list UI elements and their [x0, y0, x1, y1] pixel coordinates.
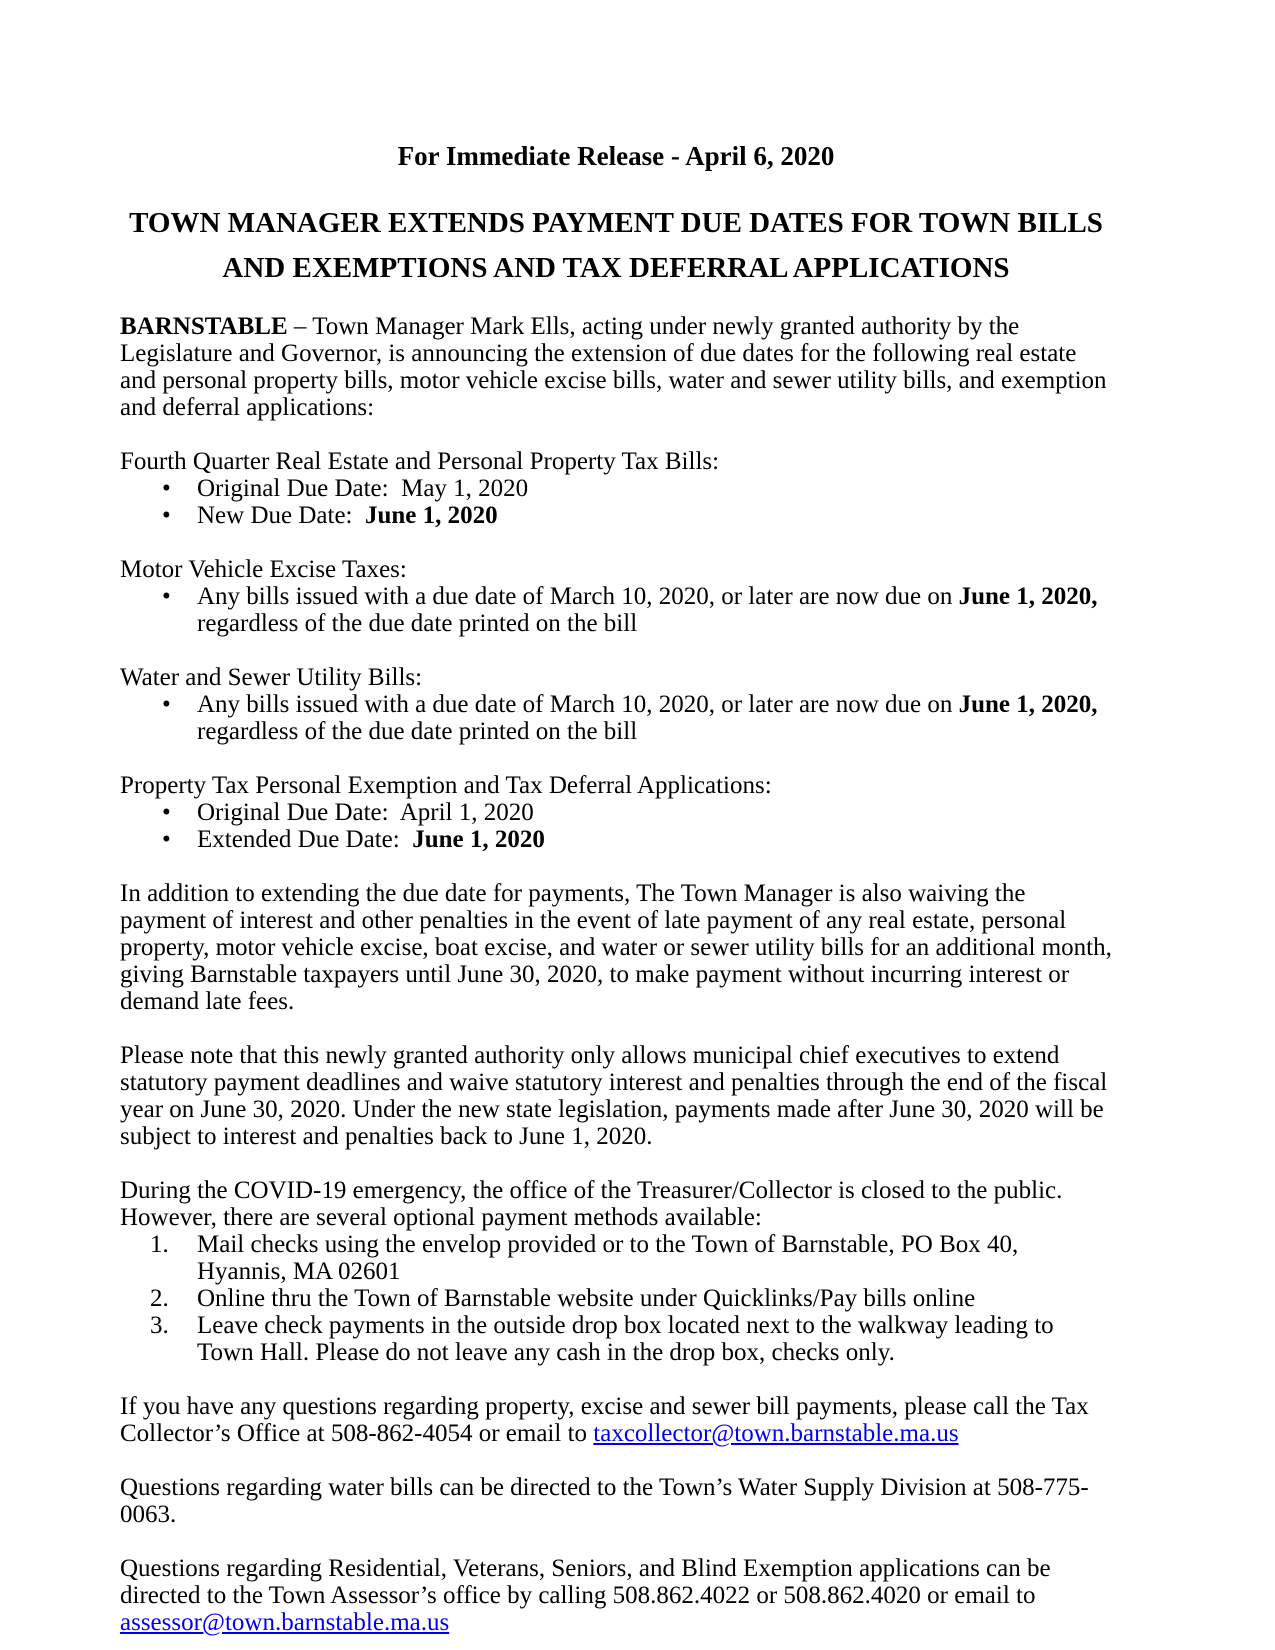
- bullet-marker: •: [162, 799, 171, 826]
- number-marker: 2.: [150, 1285, 169, 1312]
- intro-body: – Town Manager Mark Ells, acting under newly granted authority by the Legislature and Governor, is announcing the extension of due dates for the following real estate and personal property bills, motor vehicle excise bills, water and sewer utility bills, and exemption and deferral applications:: [120, 313, 1113, 421]
- item-text: Any bills issued with a due date of March 10, 2020, or later are now due on: [197, 691, 959, 718]
- list-item-text: [197, 583, 1112, 637]
- item-text: Any bills issued with a due date of March 10, 2020, or later are now due on: [197, 583, 959, 610]
- section-heading: Fourth Quarter Real Estate and Personal Property Tax Bills:: [120, 448, 720, 475]
- section-fourth-quarter: [120, 448, 1112, 529]
- bullet-list: [120, 691, 1112, 745]
- bullet-marker: •: [162, 691, 171, 718]
- item-text-bold: June 1, 2020,: [958, 583, 1098, 610]
- bullet-list: [120, 799, 1112, 853]
- item-text: Original Due Date: May 1, 2020: [197, 475, 529, 502]
- section-heading: Water and Sewer Utility Bills:: [120, 664, 423, 691]
- list-item-text: [197, 691, 1112, 745]
- number-marker: 1.: [150, 1231, 169, 1258]
- list-item-text: [197, 502, 1112, 529]
- bullet-list: [120, 583, 1112, 637]
- list-item: [120, 1285, 1112, 1312]
- bullet-marker: •: [162, 826, 171, 853]
- item-text-bold: June 1, 2020: [365, 502, 498, 529]
- item-text-bold: June 1, 2020,: [958, 691, 1098, 718]
- bullet-marker: •: [162, 475, 171, 502]
- list-item-text: Leave check payments in the outside drop box located next to the walkway leading to Town Hall. Please do not leave any cash in the drop box, checks only.: [197, 1312, 1060, 1366]
- assessor-contact-paragraph: [120, 1555, 1112, 1636]
- authority-note-paragraph: Please note that this newly granted authority only allows municipal chief executives to extend statutory payment deadlines and waive statutory interest and penalties through the end of the fiscal year on June 30, 2020. Under the new state legislation, payments made after June 30, 2020 will be subject to interest and penalties back to June 1, 2020.: [120, 1042, 1114, 1150]
- tax-collector-contact-paragraph: [120, 1393, 1112, 1447]
- item-text: Extended Due Date:: [197, 826, 413, 853]
- assessor-contact-text: Questions regarding Residential, Veterans, Seniors, and Blind Exemption applications can be directed to the Town Assessor’s office by calling 508.862.4022 or 508.862.4020 or email to: [120, 1555, 1057, 1609]
- document-title: [120, 201, 1112, 291]
- list-item: [120, 475, 1112, 502]
- list-item: [120, 826, 1112, 853]
- list-item-text: Mail checks using the envelop provided or to the Town of Barnstable, PO Box 40, Hyannis, MA 02601: [197, 1231, 1025, 1285]
- bullet-marker: •: [162, 502, 171, 529]
- tax-collector-contact-text: If you have any questions regarding property, excise and sewer bill payments, please call the Tax Collector’s Office at 508-862-4054 or email to: [120, 1393, 1096, 1447]
- document-title-line-1: TOWN MANAGER EXTENDS PAYMENT DUE DATES FOR TOWN BILLS: [129, 207, 1103, 239]
- tax-collector-email-link[interactable]: taxcollector@town.barnstable.ma.us: [593, 1420, 959, 1447]
- covid-intro-paragraph: During the COVID-19 emergency, the office of the Treasurer/Collector is closed to the public. However, there are several optional payment methods available:: [120, 1177, 1069, 1231]
- payment-methods-list: [120, 1231, 1112, 1366]
- section-property-tax-exemption: [120, 772, 1112, 853]
- intro-paragraph: [120, 313, 1112, 421]
- list-item: [120, 799, 1112, 826]
- item-text-bold: June 1, 2020: [412, 826, 545, 853]
- release-line: For Immediate Release - April 6, 2020: [397, 141, 835, 171]
- item-text: Original Due Date: April 1, 2020: [197, 799, 534, 826]
- list-item: [120, 583, 1112, 637]
- section-motor-vehicle: [120, 556, 1112, 637]
- bullet-marker: •: [162, 583, 171, 610]
- item-text-after: regardless of the due date printed on the bill: [197, 691, 1104, 745]
- water-bills-contact-paragraph: Questions regarding water bills can be directed to the Town’s Water Supply Division at 508-775-0063.: [120, 1474, 1089, 1528]
- intro-lead-bold: BARNSTABLE: [120, 313, 288, 340]
- list-item-text: Online thru the Town of Barnstable website under Quicklinks/Pay bills online: [197, 1285, 976, 1312]
- list-item-text: [197, 799, 1112, 826]
- number-marker: 3.: [150, 1312, 169, 1339]
- section-heading: Property Tax Personal Exemption and Tax Deferral Applications:: [120, 772, 772, 799]
- list-item-text: [197, 475, 1112, 502]
- list-item: [120, 1231, 1112, 1285]
- assessor-email-link[interactable]: assessor@town.barnstable.ma.us: [120, 1609, 450, 1636]
- interest-waiver-paragraph: In addition to extending the due date for payments, The Town Manager is also waiving the payment of interest and other penalties in the event of late payment of any real estate, personal property, motor vehicle excise, boat excise, and water or sewer utility bills for an additional month, giving Barnstable taxpayers until June 30, 2020, to make payment without incurring interest or demand late fees.: [120, 880, 1119, 1015]
- section-heading: Motor Vehicle Excise Taxes:: [120, 556, 407, 583]
- list-item: [120, 691, 1112, 745]
- item-text: New Due Date:: [197, 502, 365, 529]
- list-item: [120, 1312, 1112, 1366]
- list-item: [120, 502, 1112, 529]
- section-water-sewer: [120, 664, 1112, 745]
- bullet-list: [120, 475, 1112, 529]
- item-text-after: regardless of the due date printed on the bill: [197, 583, 1104, 637]
- list-item-text: [197, 826, 1112, 853]
- document-title-line-2: AND EXEMPTIONS AND TAX DEFERRAL APPLICATIONS: [222, 252, 1010, 284]
